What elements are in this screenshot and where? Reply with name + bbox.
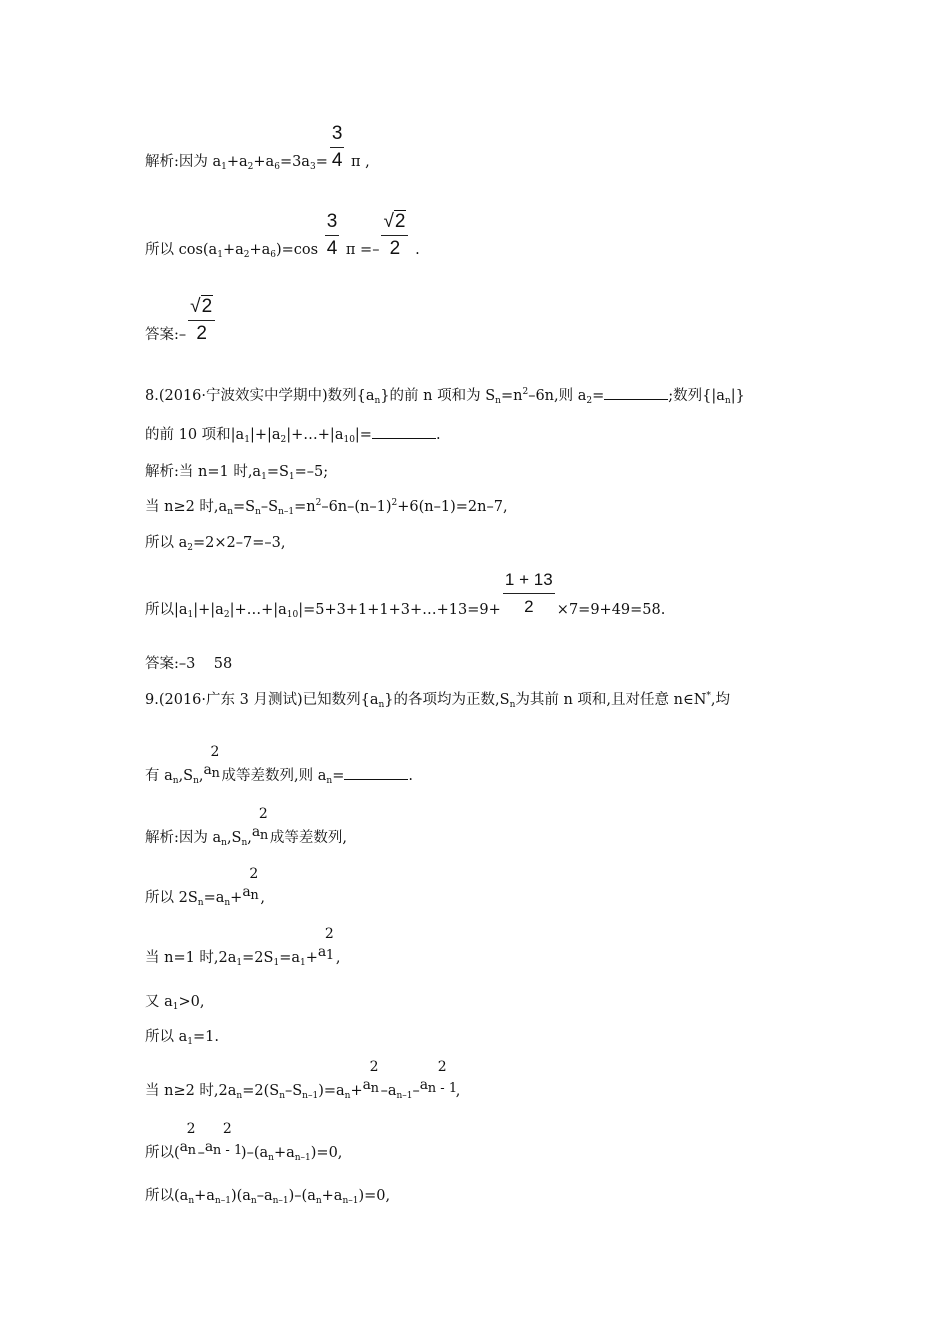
a-n-squared: a 2 n [179,1121,197,1158]
answer-line-8: 答案:–3 58 [145,656,233,672]
question-8-line-1: 8.(2016·宁波效实中学期中)数列$\{a_n\}$的前 n 项和为 $S_n=n^2-6n$,则 $a_2=$ ;数列$\{|a_n|\}$ [145,387,745,406]
solution-line-2: 所以 $\cos(a_1+a_2+a_6)=\cos$ $\frac{3}{4}$ π =– $\frac{√2}{2}$ . [145,210,420,260]
fraction-sqrt2-2: $\frac{√2}{2}$ [188,297,215,344]
solution-9-line-3: 当 n=1 时$,2a_1=2S_1=a_1+$ a 2 1 , [145,926,341,968]
solution-9-line-2: 所以 $2S_n=a_n+$ a 2 n , [145,866,265,908]
question-9-line-1: 9.(2016·广东 3 月测试)已知数列$\{a_n\}$的各项均为正数$,S_n$为其前 n 项和,且对任意 n∈N*,均 [145,691,731,710]
a-n-squared: a 2 n [242,866,259,903]
solution-9-line-7: 所以( a 2 n – a 2 n - 1 )$-(a_n+a_{n-1})=0$, [145,1121,343,1163]
fraction-1plus13-over-2: $\frac{1 + 13}{2}$ [503,570,555,617]
a-1-squared: a 2 1 [317,926,335,963]
question-8-line-2: 的前 10 项和$|a_1|+|a_2|+\dots+|a_{10}|=$ . [145,427,441,445]
solution-line-1: 解析:因为 $a_1+a_2+a_6=3a_3=$ $\frac{3}{4}$ π , [145,122,370,172]
a-n-minus-1-squared: a 2 n - 1 [204,1121,243,1158]
fraction-sqrt2-2: $\frac{√2}{2}$ [381,212,408,259]
a-n-squared: a 2 n [203,744,220,781]
a-n-squared: a 2 n [251,806,269,843]
answer-blank[interactable] [604,387,668,400]
solution-8-line-3: 所以 $a_2=2\times 2-7=-3$, [145,535,286,553]
a-n-minus-1-squared: a 2 n - 1 [419,1059,458,1096]
solution-8-line-2: 当 n≥2 时$,a_n=S_n-S_{n-1}=n^2-6n-(n-1)^2+6(n-1)=2n-7$, [145,498,508,517]
answer-blank[interactable] [372,426,436,439]
solution-9-line-1: 解析:因为 $a_n,S_n$, a 2 n 成等差数列, [145,806,347,848]
fraction-3-4: $\frac{3}{4}$ [326,210,338,259]
answer-line-7: 答案:– $\frac{√2}{2}$ [145,325,217,345]
solution-9-line-4: 又 $a_1>0$, [145,994,205,1012]
a-n-squared: a 2 n [362,1059,379,1096]
solution-8-line-4: 所以$|a_1|+|a_2|+\dots+|a_{10}|=5+3+1+1+3+\dots+13=9+$ $\frac{1 + 13}{2}$ ×7=9+49=58. [145,569,666,620]
solution-9-line-5: 所以 $a_1=1$. [145,1029,219,1047]
solution-9-line-8: 所以$(a_n+a_{n-1})(a_n-a_{n-1})-(a_n+a_{n-1})=0$, [145,1188,391,1206]
answer-blank[interactable] [344,767,408,780]
question-9-line-2: 有 $a_n,S_n$, a 2 n 成等差数列,则 $a_n=$ . [145,744,413,786]
solution-9-line-6: 当 n≥2 时$,2a_n=2(S_n-S_{n-1})=a_n+$ a 2 n $-a_{n-1}-$ a 2 n - 1 , [145,1059,461,1101]
solution-8-line-1: 解析:当 n=1 时$,a_1=S_1=-5$; [145,464,329,482]
fraction-3-4: $\frac{3}{4}$ [331,122,343,171]
